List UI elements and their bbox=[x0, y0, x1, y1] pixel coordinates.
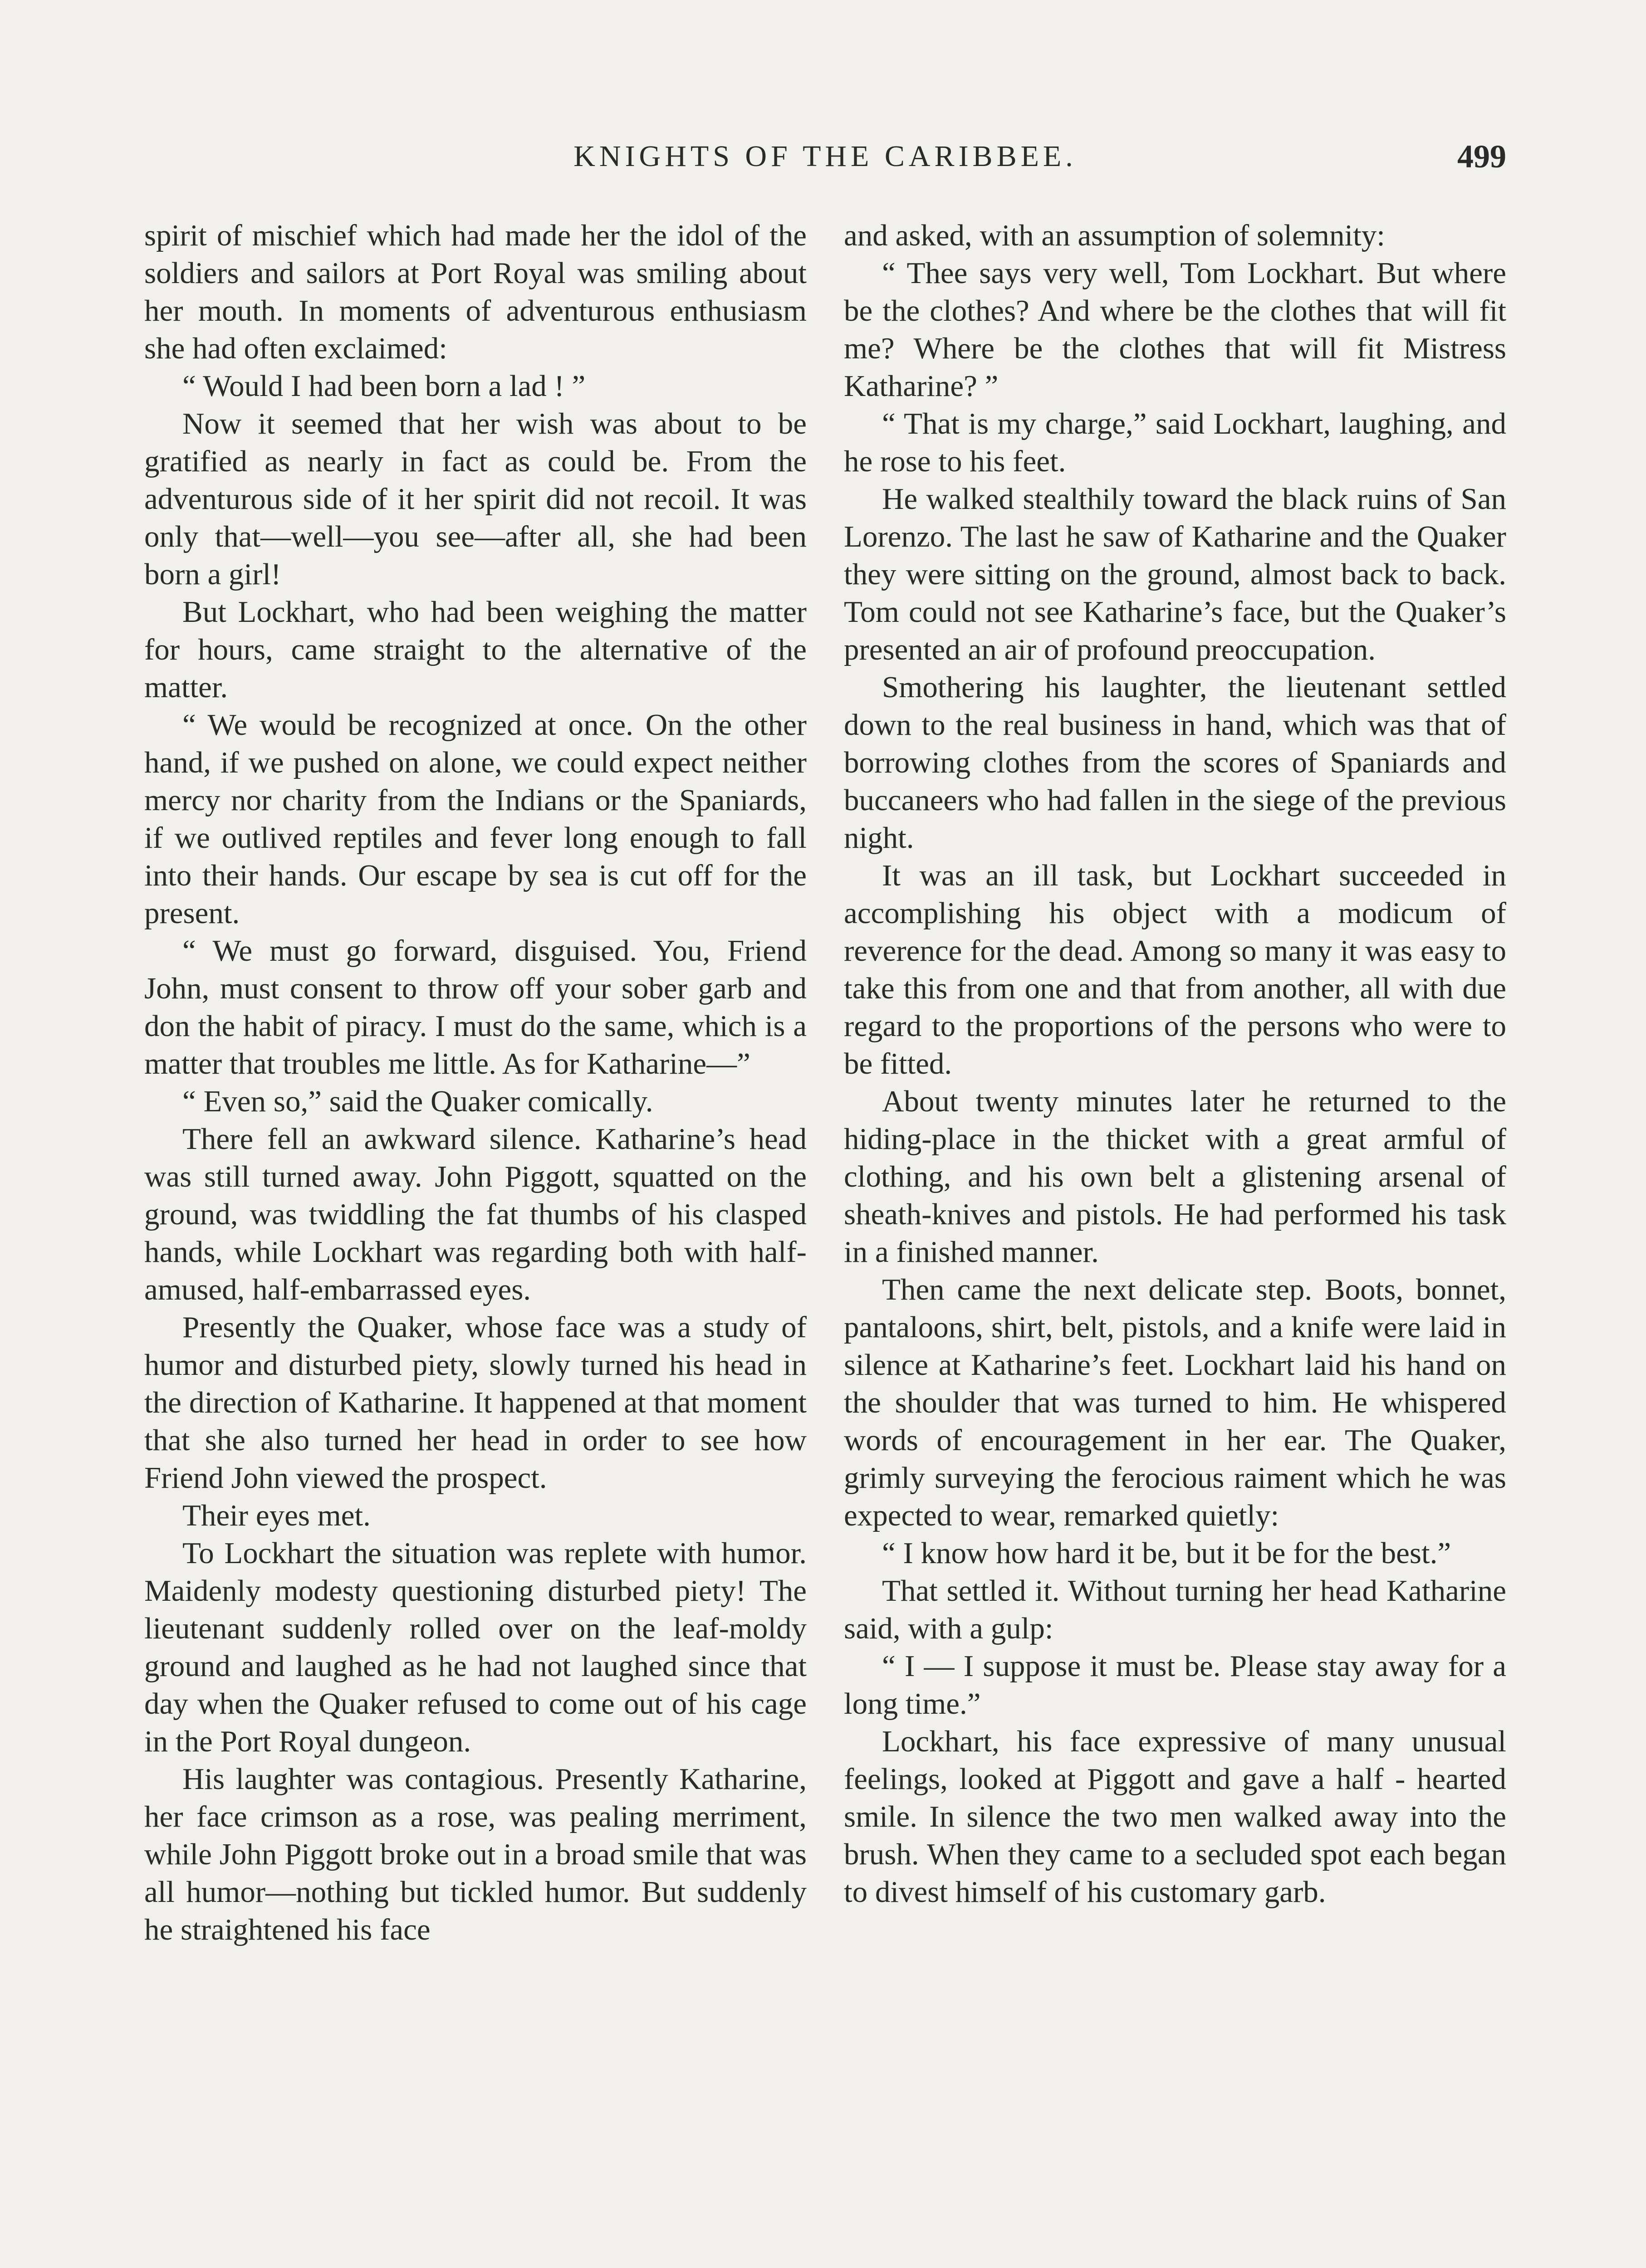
paragraph: Their eyes met. bbox=[182, 1499, 371, 1532]
text-column-right bbox=[844, 217, 1506, 2268]
paragraph: “ Thee says very well, Tom Lockhart. But where be the clothes? And where be the clothes that will fit me? Where be the clothes that will fit Mistress Katharine? ” bbox=[844, 256, 1506, 403]
paragraph: Lockhart, his face expressive of many unusual feelings, looked at Piggott and gave a half - hearted smile. In silence the two men walked away into the brush. When they came to a secluded spot each began to divest himself of his customary garb. bbox=[844, 1725, 1506, 1909]
page-number: 499 bbox=[1457, 138, 1506, 175]
paragraph: spirit of mischief which had made her the idol of the soldiers and sailors at Port Royal was smiling about her mouth. In moments of adventurous enthusiasm she had often exclaimed: bbox=[144, 219, 807, 365]
paragraph: There fell an awkward silence. Katharine’s head was still turned away. John Piggott, squatted on the ground, was twiddling the fat thumbs of his clasped hands, while Lockhart was regarding both with half-amused, half-embarrassed eyes. bbox=[144, 1122, 807, 1306]
paragraph: To Lockhart the situation was replete with humor. Maidenly modesty questioning disturbed piety! The lieutenant suddenly rolled over on the leaf-moldy ground and laughed as he had not laughed since that day when the Quaker refused to come out of his cage in the Port Royal dungeon. bbox=[144, 1536, 807, 1758]
text-column-left bbox=[144, 217, 807, 2268]
running-title: KNIGHTS OF THE CARIBBEE. bbox=[573, 140, 1077, 173]
paragraph: “ I — I suppose it must be. Please stay away for a long time.” bbox=[844, 1649, 1506, 1721]
paragraph: “ We must go forward, disguised. You, Friend John, must consent to throw off your sober garb and don the habit of piracy. I must do the same, which is a matter that troubles me little. As for Katharine—” bbox=[144, 934, 807, 1080]
running-header bbox=[144, 136, 1506, 186]
paragraph: “ Even so,” said the Quaker comically. bbox=[182, 1085, 653, 1118]
paragraph: “ Would I had been born a lad ! ” bbox=[182, 369, 586, 403]
paragraph: “ I know how hard it be, but it be for the best.” bbox=[882, 1536, 1451, 1570]
paragraph: That settled it. Without turning her head Katharine said, with a gulp: bbox=[844, 1574, 1506, 1645]
paragraph: Smothering his laughter, the lieutenant settled down to the real business in hand, which was that of borrowing clothes from the scores of Spaniards and buccaneers who had fallen in the siege of the previous night. bbox=[844, 670, 1506, 855]
paragraph: “ That is my charge,” said Lockhart, laughing, and he rose to his feet. bbox=[844, 407, 1506, 478]
paragraph: About twenty minutes later he returned to the hiding-place in the thicket with a great armful of clothing, and his own belt a glistening arsenal of sheath-knives and pistols. He had performed his task in a finished manner. bbox=[844, 1085, 1506, 1269]
paragraph: He walked stealthily toward the black ruins of San Lorenzo. The last he saw of Katharine and the Quaker they were sitting on the ground, almost back to back. Tom could not see Katharine’s face, but the Quaker’s presented an air of profound preoccupation. bbox=[844, 482, 1506, 666]
paragraph: It was an ill task, but Lockhart succeeded in accomplishing his object with a modicum of reverence for the dead. Among so many it was easy to take this from one and that from another, all with due regard to the proportions of the persons who were to be fitted. bbox=[844, 859, 1506, 1080]
paragraph: His laughter was contagious. Presently Katharine, her face crimson as a rose, was pealing merriment, while John Piggott broke out in a broad smile that was all humor—nothing but tickled humor. But suddenly he straightened his face bbox=[144, 1762, 807, 1946]
paragraph: But Lockhart, who had been weighing the matter for hours, came straight to the alternative of the matter. bbox=[144, 595, 807, 704]
paragraph: “ We would be recognized at once. On the other hand, if we pushed on alone, we could expect neither mercy nor charity from the Indians or the Spaniards, if we outlived reptiles and fever long enough to fall into their hands. Our escape by sea is cut off for the present. bbox=[144, 708, 807, 930]
paragraph: Presently the Quaker, whose face was a study of humor and disturbed piety, slowly turned his head in the direction of Katharine. It happened at that moment that she also turned her head in order to see how Friend John viewed the prospect. bbox=[144, 1310, 807, 1495]
paragraph: Now it seemed that her wish was about to be gratified as nearly in fact as could be. From the adventurous side of it her spirit did not recoil. It was only that—well—you see—after all, she had been born a girl! bbox=[144, 407, 807, 591]
paragraph: and asked, with an assumption of solemnity: bbox=[844, 219, 1385, 252]
paragraph: Then came the next delicate step. Boots, bonnet, pantaloons, shirt, belt, pistols, and a knife were laid in silence at Katharine’s feet. Lockhart laid his hand on the shoulder that was turned to him. He whispered words of encouragement in her ear. The Quaker, grimly surveying the ferocious raiment which he was expected to wear, remarked quietly: bbox=[844, 1273, 1506, 1532]
